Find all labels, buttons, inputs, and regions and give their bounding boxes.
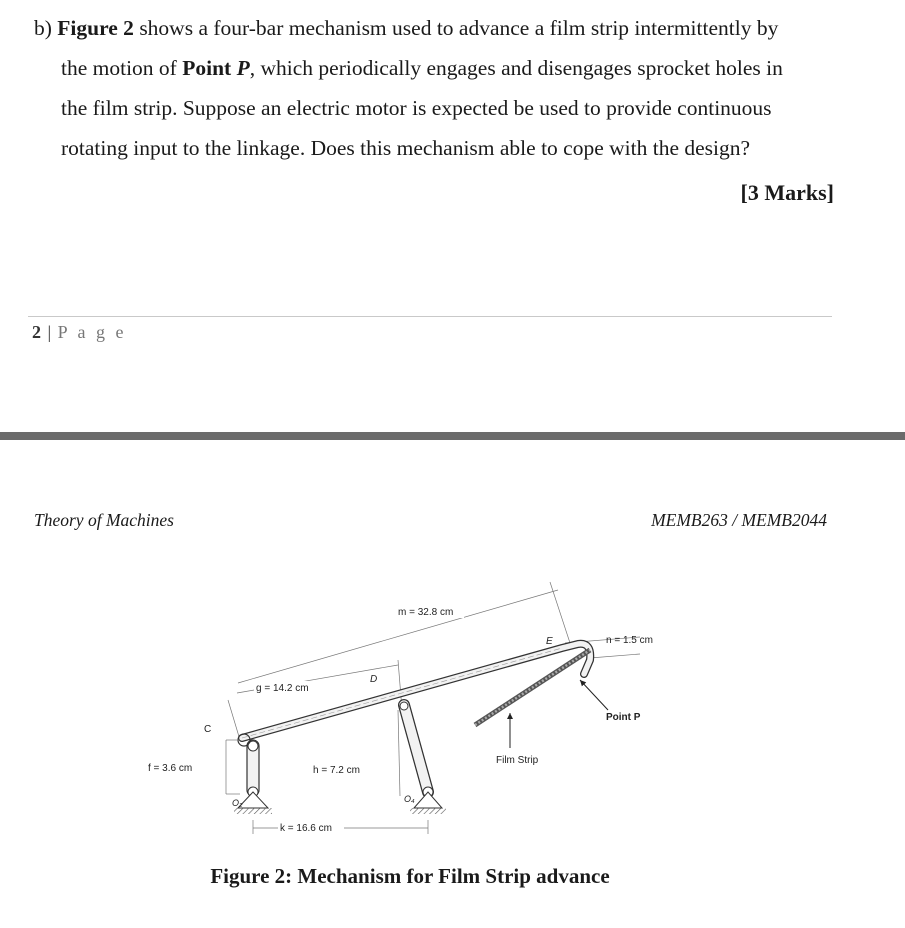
rocker-link xyxy=(400,702,433,797)
label-e: E xyxy=(546,636,553,647)
question-text-2a: the motion of xyxy=(61,56,183,80)
page-divider xyxy=(28,316,832,317)
label-m: m = 32.8 cm xyxy=(398,607,454,618)
point-p-arrow xyxy=(580,680,608,710)
film-strip xyxy=(475,650,590,725)
label-k: k = 16.6 cm xyxy=(280,823,332,834)
label-o2: O₂ xyxy=(232,798,243,808)
label-film-strip: Film Strip xyxy=(496,755,539,766)
dimension-f xyxy=(148,740,240,794)
label-g: g = 14.2 cm xyxy=(256,683,309,694)
ground-o4 xyxy=(404,792,446,814)
question-text-2b: , which periodically engages and disengages sprocket holes in xyxy=(249,56,783,80)
page-break-band xyxy=(0,432,905,440)
figure-caption: Figure 2: Mechanism for Film Strip advance xyxy=(210,864,610,888)
question-line-4: rotating input to the linkage. Does this mechanism able to cope with the design? xyxy=(61,136,751,160)
point-p-reference: Point P xyxy=(182,56,250,80)
label-n: n = 1.5 cm xyxy=(606,635,653,646)
page-separator: | xyxy=(47,322,53,342)
label-o4: O₄ xyxy=(404,794,415,804)
label-f: f = 3.6 cm xyxy=(148,763,193,774)
ground-o2 xyxy=(232,792,272,814)
page-number-footer xyxy=(32,322,126,343)
crank-link xyxy=(238,734,259,797)
course-title: Theory of Machines xyxy=(34,510,174,530)
question-line-2 xyxy=(61,56,783,81)
label-c: C xyxy=(204,724,212,735)
label-d: D xyxy=(370,674,378,685)
dimension-k xyxy=(253,820,428,834)
mechanism-figure xyxy=(130,570,690,845)
figure-reference: Figure 2 xyxy=(57,16,134,40)
course-code: MEMB263 / MEMB2044 xyxy=(651,510,827,530)
question-line-1 xyxy=(34,16,778,41)
label-point-p: Point P xyxy=(606,712,641,723)
label-h: h = 7.2 cm xyxy=(313,765,360,776)
page-word: P a g e xyxy=(57,322,127,342)
question-text-1: shows a four-bar mechanism used to advance a film strip intermittently by xyxy=(133,16,779,40)
question-prefix: b) xyxy=(34,16,52,40)
dimension-h xyxy=(313,710,400,796)
page-number: 2 xyxy=(32,322,42,342)
marks-label: [3 Marks] xyxy=(740,180,834,205)
question-line-3: the film strip. Suppose an electric motor is expected be used to provide continuous xyxy=(61,96,772,120)
